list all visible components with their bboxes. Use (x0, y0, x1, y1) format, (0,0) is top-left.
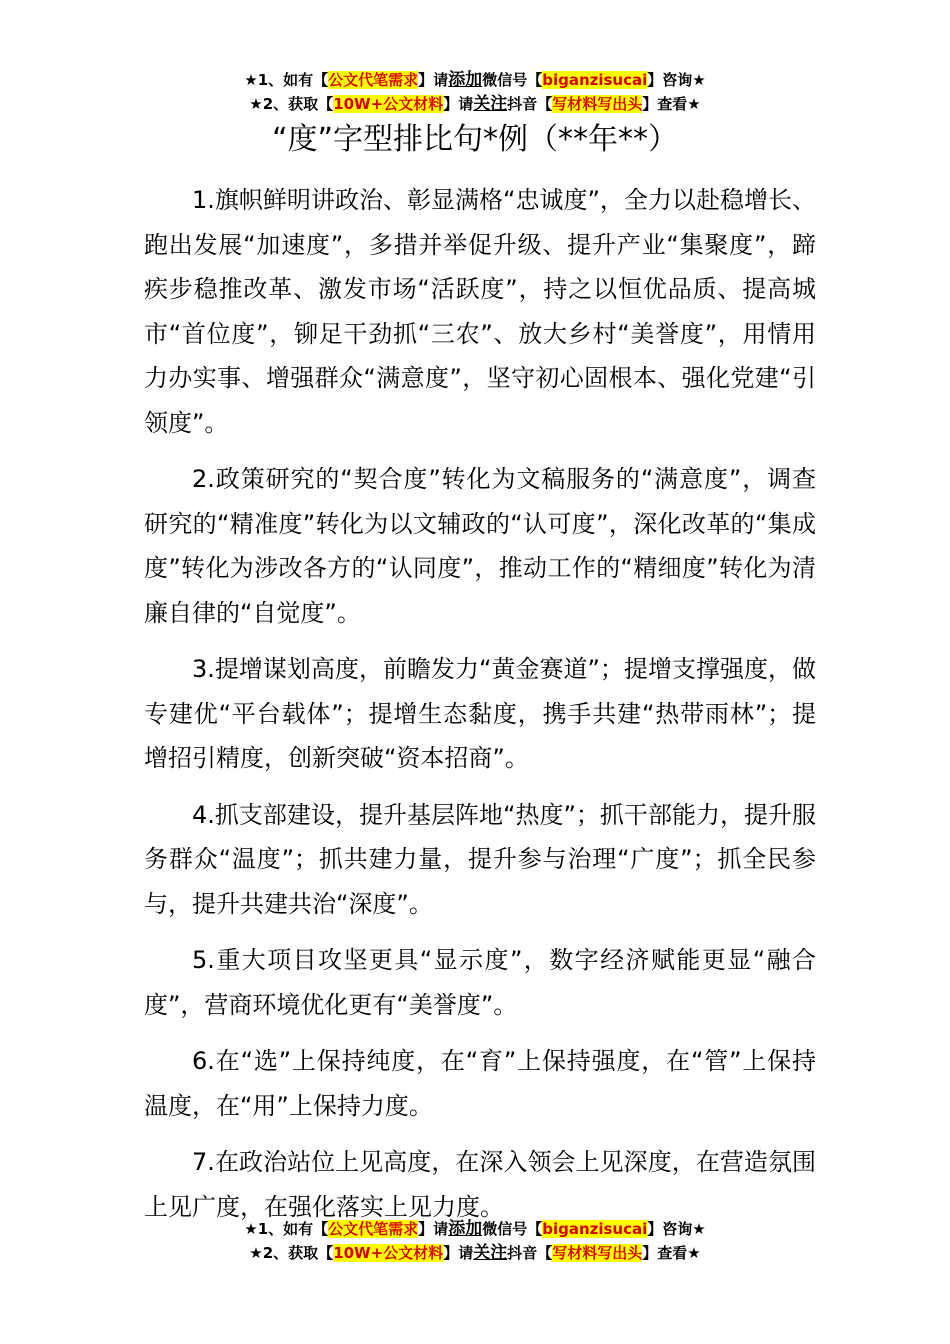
highlight-douyin: 写材料写出头 (552, 1244, 643, 1262)
underlined-text: 关注 (473, 94, 508, 114)
paragraph-7: 7.在政治站位上见高度，在深入领会上见深度，在营造氛围上见广度，在强化落实上见力度。 (144, 1148, 816, 1221)
paragraph-1: 1.旗帜鲜明讲政治、彰显满格“忠诚度”，全力以赴稳增长、跑出发展“加速度”，多措并举促升级、提升产业“集聚度”，蹄疾步稳推改革、激发市场“活跃度”，持之以恒优品质、提高城市“首位度”，铆足干劲抓“三农”、放大乡村“美誉度”，用情用力办实事、增强群众“满意度”，坚守初心固根本、强化党建“引领度”。 (144, 186, 816, 437)
banner-text: 1、如有【 (257, 71, 329, 89)
highlight-wechat-id: biganzisucai (542, 71, 648, 89)
document-title: “度”字型排比句*例（**年**） (271, 122, 679, 157)
star-icon: ★ (687, 1244, 701, 1262)
banner-text: 】查看 (642, 95, 688, 113)
banner-text: 】咨询 (647, 1220, 693, 1238)
banner-line-2 (0, 93, 950, 117)
banner-text: 】请 (443, 95, 474, 113)
banner-text: 】请 (418, 1220, 449, 1238)
banner-line-2 (0, 1242, 950, 1266)
highlight-materials: 10W+公文材料 (333, 95, 444, 113)
top-banner (0, 69, 950, 117)
banner-text: 微信号【 (482, 71, 543, 89)
banner-text: 】请 (443, 1244, 474, 1262)
paragraph-5: 5.重大项目攻坚更具“显示度”，数字经济赋能更显“融合度”，营商环境优化更有“美誉度”。 (144, 946, 816, 1019)
paragraph-4: 4.抓支部建设，提升基层阵地“热度”；抓干部能力，提升服务群众“温度”；抓共建力量，提升参与治理“广度”；抓全民参与，提升共建共治“深度”。 (144, 800, 816, 918)
highlight-wechat-id: biganzisucai (542, 1220, 648, 1238)
highlight-materials: 10W+公文材料 (333, 1244, 444, 1262)
star-icon: ★ (692, 71, 706, 89)
star-icon: ★ (249, 1244, 263, 1262)
banner-text: 】查看 (642, 1244, 688, 1262)
document-body (144, 178, 816, 1241)
star-icon: ★ (687, 95, 701, 113)
highlight-service: 公文代笔需求 (328, 71, 419, 89)
banner-text: 2、获取【 (262, 95, 334, 113)
star-icon: ★ (244, 71, 258, 89)
star-icon: ★ (249, 95, 263, 113)
underlined-text: 添加 (448, 1219, 483, 1239)
banner-text: 抖音【 (507, 1244, 553, 1262)
banner-text: 微信号【 (482, 1220, 543, 1238)
paragraph-2: 2.政策研究的“契合度”转化为文稿服务的“满意度”，调查研究的“精准度”转化为以文辅政的“认可度”，深化改革的“集成度”转化为涉改各方的“认同度”，推动工作的“精细度”转化为清廉自律的“自觉度”。 (144, 465, 816, 627)
underlined-text: 关注 (473, 1243, 508, 1263)
paragraph-3: 3.提增谋划高度，前瞻发力“黄金赛道”；提增支撑强度，做专建优“平台载体”；提增生态黏度，携手共建“热带雨林”；提增招引精度，创新突破“资本招商”。 (144, 655, 816, 772)
paragraph-6: 6.在“选”上保持纯度，在“育”上保持强度，在“管”上保持温度，在“用”上保持力度。 (144, 1047, 816, 1120)
banner-text: 1、如有【 (257, 1220, 329, 1238)
banner-text: 抖音【 (507, 95, 553, 113)
banner-text: 2、获取【 (262, 1244, 334, 1262)
underlined-text: 添加 (448, 70, 483, 90)
banner-line-1 (0, 69, 950, 93)
highlight-douyin: 写材料写出头 (552, 95, 643, 113)
bottom-banner (0, 1218, 950, 1266)
highlight-service: 公文代笔需求 (328, 1220, 419, 1238)
star-icon: ★ (244, 1220, 258, 1238)
banner-line-1 (0, 1218, 950, 1242)
star-icon: ★ (692, 1220, 706, 1238)
banner-text: 】咨询 (647, 71, 693, 89)
banner-text: 】请 (418, 71, 449, 89)
